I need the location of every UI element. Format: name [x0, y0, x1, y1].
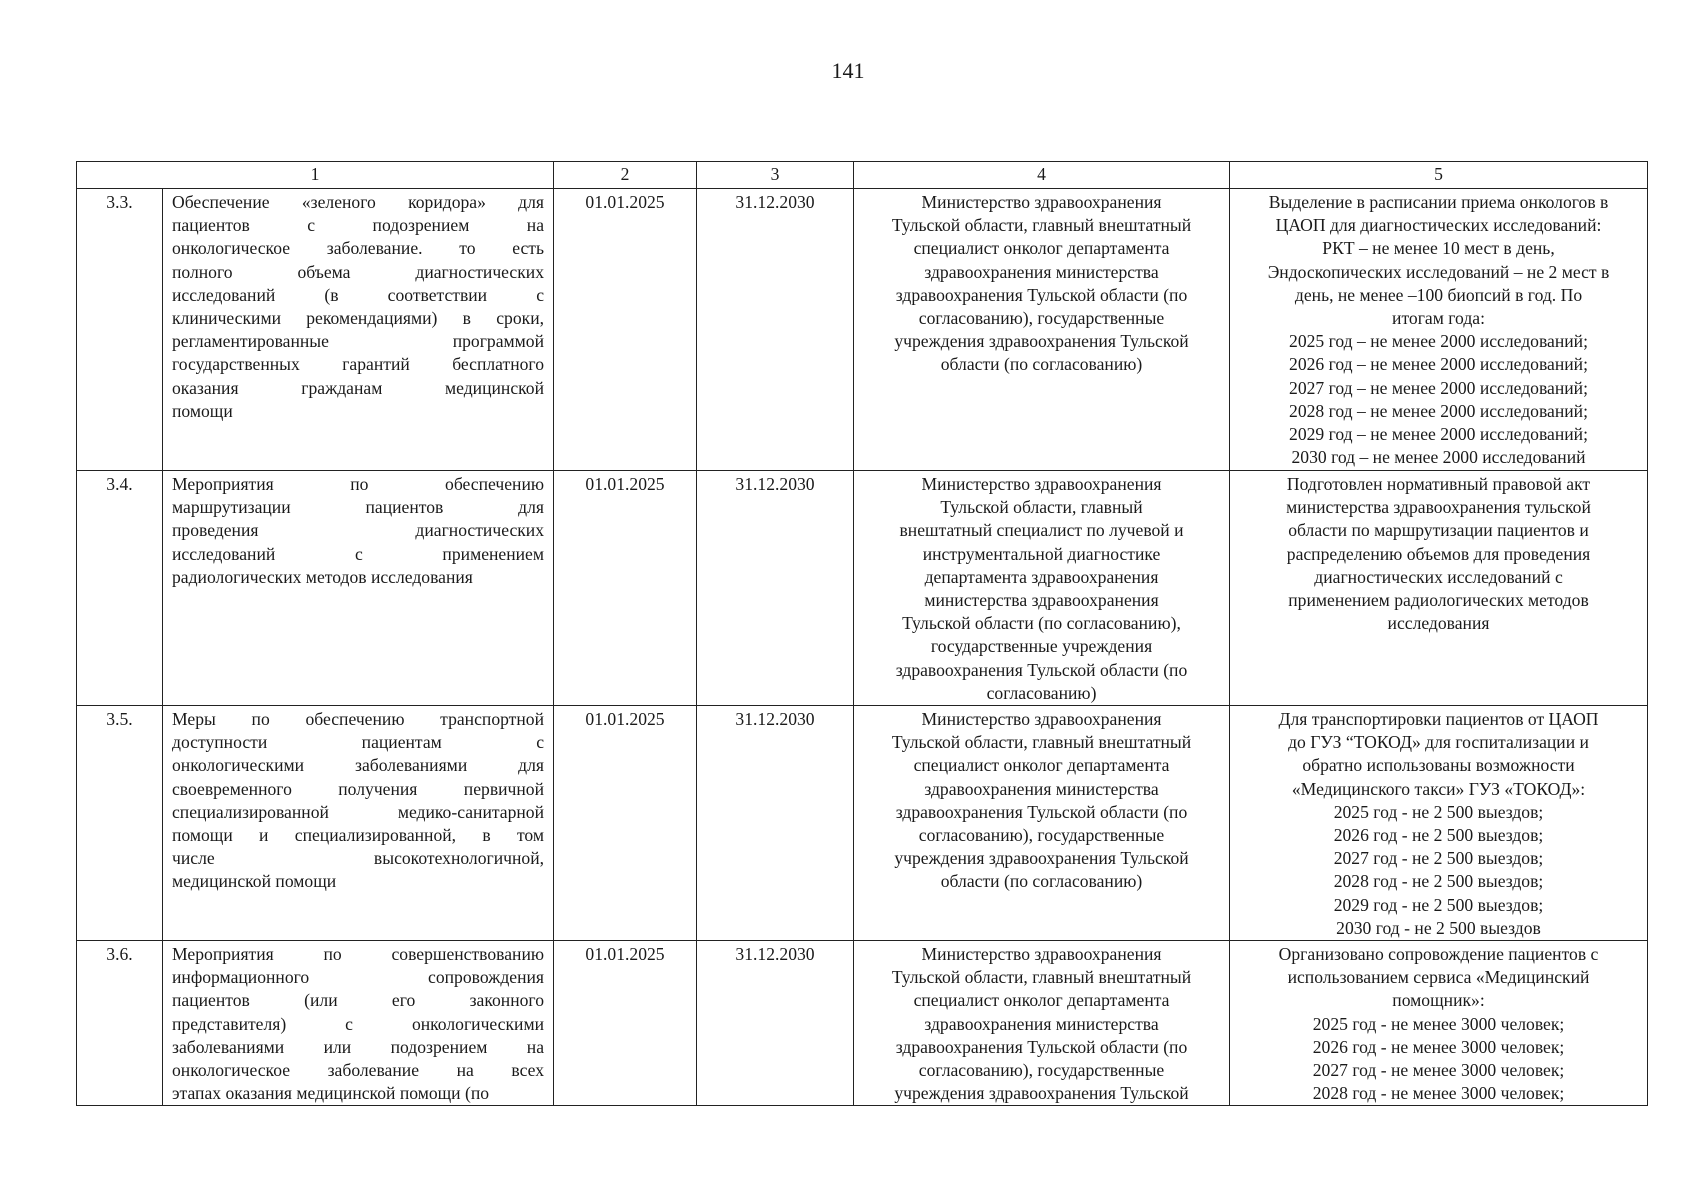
result-line: Эндоскопических исследований – не 2 мест в	[1267, 261, 1610, 282]
expected-result	[1230, 706, 1648, 941]
responsible-line: департамента здравоохранения	[924, 566, 1159, 587]
responsible-line: области (по согласованию)	[940, 871, 1143, 892]
description-line: числе высокотехнологичной,	[172, 848, 545, 869]
responsible-line: учреждения здравоохранения Тульской	[894, 331, 1189, 352]
row-number: 3.6.	[77, 941, 163, 1106]
responsible-line: инструментальной диагностике	[922, 543, 1161, 564]
result-line: использованием сервиса «Медицинский	[1287, 967, 1590, 988]
result-line: до ГУЗ “ТОКОД» для госпитализации и	[1288, 732, 1589, 753]
expected-result	[1230, 189, 1648, 471]
responsible-line: специалист онколог департамента	[913, 990, 1170, 1011]
table-row	[77, 189, 1648, 471]
result-line: применением радиологических методов	[1288, 590, 1589, 611]
result-line: 2028 год - не 2 500 выездов;	[1333, 871, 1544, 892]
expected-result	[1230, 471, 1648, 706]
description-line: Мероприятия по обеспечению	[172, 474, 545, 494]
result-line: 2029 год - не 2 500 выездов;	[1333, 894, 1544, 915]
description-line: представителя) с онкологическими	[172, 1013, 545, 1034]
responsible-line: согласованию), государственные	[918, 825, 1165, 846]
result-line: 2027 год – не менее 2000 исследований;	[1289, 377, 1588, 398]
table-row	[77, 941, 1648, 1106]
result-line: обратно использованы возможности	[1302, 755, 1575, 776]
description-line: Мероприятия по совершенствованию	[172, 944, 545, 965]
description-line: пациентов (или его законного	[172, 990, 545, 1011]
result-line: 2026 год - не менее 3000 человек;	[1312, 1036, 1565, 1057]
description-line: онкологическое заболевание на всех	[172, 1060, 545, 1081]
responsible-line: учреждения здравоохранения Тульской	[894, 1083, 1189, 1104]
result-line: «Медицинского такси» ГУЗ «ТОКОД»:	[1291, 778, 1586, 799]
result-line: ЦАОП для диагностических исследований:	[1275, 215, 1602, 236]
row-number: 3.5.	[77, 706, 163, 941]
result-line: области по маршрутизации пациентов и	[1288, 520, 1589, 541]
measure-description	[163, 941, 554, 1106]
header-col-3: 3	[697, 162, 854, 189]
responsible-line: здравоохранения Тульской области (по	[895, 1036, 1188, 1057]
result-line: 2026 год – не менее 2000 исследований;	[1289, 354, 1588, 375]
responsible-line: согласованию)	[986, 682, 1097, 703]
description-line: помощи и специализированной, в том	[172, 825, 545, 846]
responsible-line: Тульской области, главный	[940, 497, 1143, 518]
description-line: помощи	[172, 400, 233, 421]
description-line: государственных гарантий бесплатного	[172, 354, 545, 375]
responsible-line: Министерство здравоохранения	[921, 192, 1162, 212]
responsible-line: Министерство здравоохранения	[921, 944, 1162, 965]
result-line: 2030 год – не менее 2000 исследований	[1291, 447, 1586, 468]
description-line: этапах оказания медицинской помощи (по	[172, 1083, 490, 1104]
responsible-line: области (по согласованию)	[940, 354, 1143, 375]
description-line: пациентов с подозрением на	[172, 215, 545, 236]
description-line: своевременного получения первичной	[172, 778, 545, 799]
responsible-line: специалист онколог департамента	[913, 755, 1170, 776]
result-line: исследования	[1387, 613, 1490, 634]
expected-result	[1230, 941, 1648, 1106]
responsible-line: учреждения здравоохранения Тульской	[894, 848, 1189, 869]
table-row	[77, 471, 1648, 706]
result-line: 2027 год - не менее 3000 человек;	[1312, 1060, 1565, 1081]
result-line: 2026 год - не 2 500 выездов;	[1333, 825, 1544, 846]
start-date: 01.01.2025	[554, 471, 697, 706]
description-line: исследований (в соответствии с	[172, 284, 545, 305]
result-line: 2025 год – не менее 2000 исследований;	[1289, 331, 1588, 352]
description-line: онкологическое заболевание. то есть	[172, 238, 545, 259]
row-number: 3.3.	[77, 189, 163, 471]
description-line: проведения диагностических	[172, 520, 545, 541]
header-col-5: 5	[1230, 162, 1648, 189]
responsible-line: согласованию), государственные	[918, 1060, 1165, 1081]
responsible-line: государственные учреждения	[930, 636, 1153, 657]
responsible-line: здравоохранения министерства	[924, 1013, 1159, 1034]
result-line: Организовано сопровождение пациентов с	[1278, 944, 1599, 965]
result-line: помощник»:	[1392, 990, 1485, 1011]
page-number: 141	[831, 58, 865, 83]
result-line: распределению объемов для проведения	[1286, 543, 1591, 564]
responsible-line: согласованию), государственные	[918, 308, 1165, 329]
end-date: 31.12.2030	[697, 941, 854, 1106]
start-date: 01.01.2025	[554, 941, 697, 1106]
header-col-1: 1	[77, 162, 554, 189]
responsible-line: Министерство здравоохранения	[921, 709, 1162, 730]
result-line: 2025 год - не 2 500 выездов;	[1333, 801, 1544, 822]
result-line: 2030 год - не 2 500 выездов	[1336, 917, 1541, 938]
result-line: 2028 год - не менее 3000 человек;	[1312, 1083, 1565, 1104]
description-line: радиологических методов исследования	[172, 566, 473, 587]
description-line: маршрутизации пациентов для	[172, 497, 545, 518]
description-line: исследований с применением	[172, 543, 545, 564]
header-row	[77, 162, 1648, 189]
description-line: оказания гражданам медицинской	[172, 377, 545, 398]
description-line: заболеваниями или подозрением на	[172, 1036, 545, 1057]
result-line: день, не менее –100 биопсий в год. По	[1294, 284, 1583, 305]
result-line: 2028 год – не менее 2000 исследований;	[1289, 400, 1588, 421]
responsible-line: Тульской области, главный внештатный	[891, 215, 1192, 236]
result-line: Для транспортировки пациентов от ЦАОП	[1278, 709, 1599, 730]
responsible-line: Тульской области, главный внештатный	[891, 732, 1192, 753]
responsible-parties	[854, 706, 1230, 941]
result-line: 2025 год - не менее 3000 человек;	[1312, 1013, 1565, 1034]
header-col-2: 2	[554, 162, 697, 189]
responsible-line: специалист онколог департамента	[913, 238, 1170, 259]
header-col-4: 4	[854, 162, 1230, 189]
row-number: 3.4.	[77, 471, 163, 706]
description-line: Меры по обеспечению транспортной	[172, 709, 545, 730]
measure-description	[163, 189, 554, 471]
end-date: 31.12.2030	[697, 706, 854, 941]
result-line: РКТ – не менее 10 мест в день,	[1322, 238, 1555, 259]
responsible-line: здравоохранения Тульской области (по	[895, 801, 1188, 822]
description-line: Обеспечение «зеленого коридора» для	[172, 192, 545, 212]
description-line: клиническими рекомендациями) в сроки,	[172, 308, 545, 329]
measures-table	[76, 161, 1648, 1106]
responsible-line: Тульской области (по согласованию),	[902, 613, 1181, 634]
description-line: информационного сопровождения	[172, 967, 545, 988]
description-line: медицинской помощи	[172, 871, 337, 892]
description-line: доступности пациентам с	[172, 732, 545, 753]
responsible-line: здравоохранения министерства	[924, 778, 1159, 799]
description-line: регламентированные программой	[172, 331, 545, 352]
result-line: 2029 год – не менее 2000 исследований;	[1289, 424, 1588, 445]
result-line: Подготовлен нормативный правовой акт	[1286, 474, 1591, 494]
result-line: министерства здравоохранения тульской	[1286, 497, 1591, 518]
measure-description	[163, 471, 554, 706]
result-line: диагностических исследований с	[1314, 566, 1563, 587]
table-row	[77, 706, 1648, 941]
responsible-line: внештатный специалист по лучевой и	[899, 520, 1184, 541]
description-line: онкологическими заболеваниями для	[172, 755, 545, 776]
responsible-line: здравоохранения министерства	[924, 261, 1159, 282]
measure-description	[163, 706, 554, 941]
description-line: специализированной медико-санитарной	[172, 801, 545, 822]
start-date: 01.01.2025	[554, 189, 697, 471]
end-date: 31.12.2030	[697, 189, 854, 471]
start-date: 01.01.2025	[554, 706, 697, 941]
responsible-line: здравоохранения Тульской области (по	[895, 659, 1188, 680]
responsible-line: здравоохранения Тульской области (по	[895, 284, 1188, 305]
result-line: Выделение в расписании приема онкологов в	[1268, 192, 1609, 212]
responsible-line: министерства здравоохранения	[924, 590, 1159, 611]
result-line: итогам года:	[1392, 308, 1485, 329]
end-date: 31.12.2030	[697, 471, 854, 706]
responsible-parties	[854, 189, 1230, 471]
description-line: полного объема диагностических	[172, 261, 545, 282]
responsible-parties	[854, 941, 1230, 1106]
responsible-parties	[854, 471, 1230, 706]
responsible-line: Министерство здравоохранения	[921, 474, 1162, 494]
result-line: 2027 год - не 2 500 выездов;	[1333, 848, 1544, 869]
responsible-line: Тульской области, главный внештатный	[891, 967, 1192, 988]
